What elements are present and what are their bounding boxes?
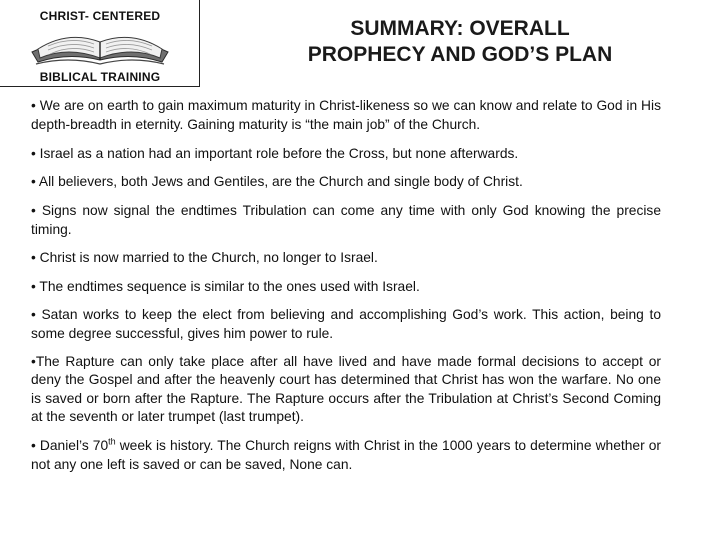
last-bullet-superscript: th	[108, 436, 116, 447]
logo-bottom-text: BIBLICAL TRAINING	[39, 70, 161, 84]
title-line-2: PROPHECY AND GOD’S PLAN	[307, 43, 613, 66]
list-item: • We are on earth to gain maximum maturity in Christ-likeness so we can know and relate to God in His depth-breadth in eternity. Gaining maturity is “the main job” of the Church.	[31, 98, 661, 132]
list-item: • Signs now signal the endtimes Tribulation can come any time with only God knowing the precise timing.	[31, 202, 661, 237]
list-item: • Israel as a nation had an important role before the Cross, but none afterwards.	[31, 145, 519, 161]
summary-list	[31, 96, 661, 484]
list-item: • Christ is now married to the Church, no longer to Israel.	[31, 250, 378, 265]
last-bullet-after: week is history. The Church reigns with Christ in the 1000 years to determine whether or not any one left is saved or can be saved, None can.	[31, 438, 661, 472]
page-title	[200, 16, 720, 68]
last-bullet-before: • Daniel’s 70	[31, 438, 109, 453]
list-item: • All believers, both Jews and Gentiles, are the Church and single body of Christ.	[31, 174, 523, 189]
logo-top-text: CHRIST- CENTERED	[39, 9, 161, 23]
list-item: • Satan works to keep the elect from believing and accomplishing God’s work. This action, being to some degree successful, gives him power to rule.	[31, 307, 661, 341]
list-item: • The endtimes sequence is similar to the ones used with Israel.	[31, 278, 420, 294]
open-bible-icon	[28, 22, 172, 72]
logo	[0, 0, 200, 87]
title-line-1: SUMMARY: OVERALL	[350, 17, 570, 40]
list-item: •The Rapture can only take place after all have lived and have made formal decisions to accept or deny the Gospel and after the heavenly court has determined that Christ has won the warfare. No one is saved or born after the Rapture. The Rapture occurs after the Tribulation at Christ’s Second Coming at the seventh or later trumpet (last trumpet).	[31, 353, 661, 424]
list-item-last	[31, 436, 661, 474]
